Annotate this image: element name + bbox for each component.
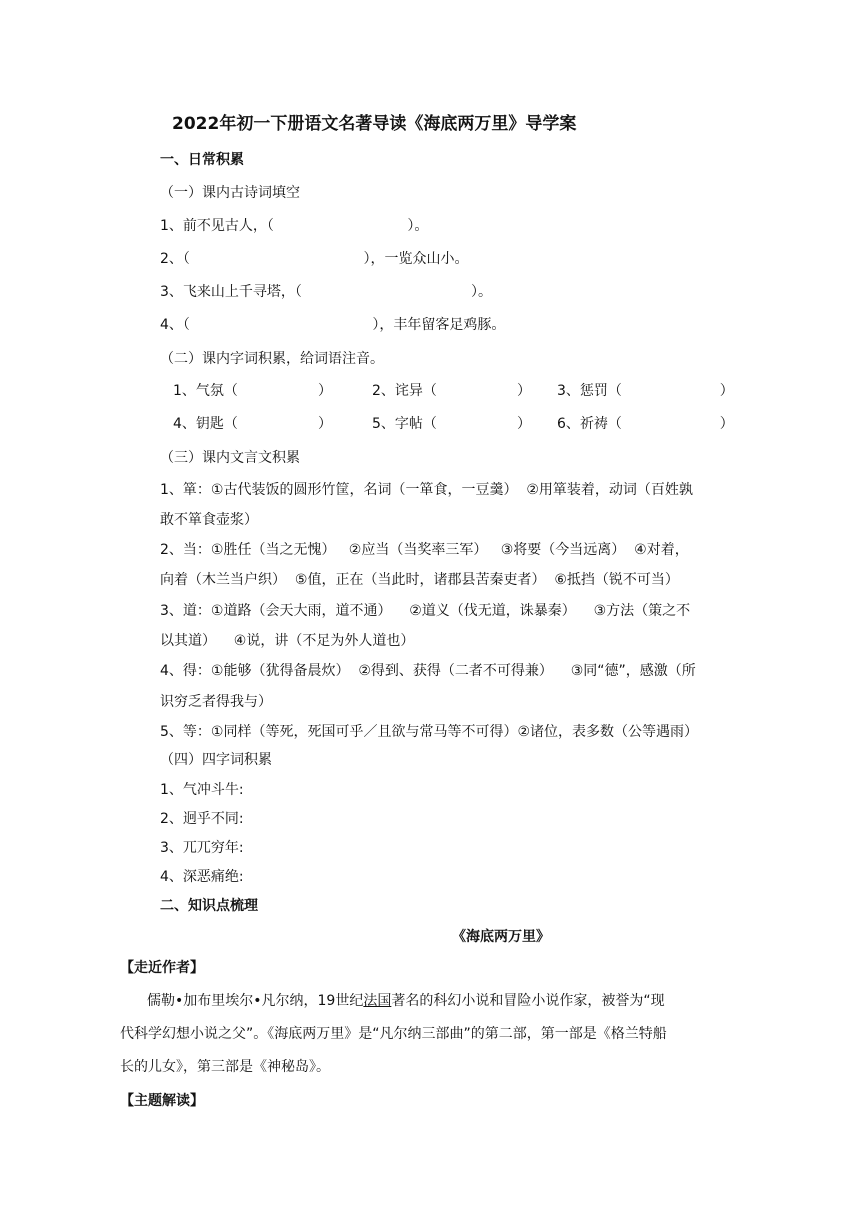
phonetic-item: 6、祈祷（ ） — [557, 416, 734, 432]
document-title: 2022年初一下册语文名著导读《海底两万里》导学案 — [172, 114, 577, 134]
book-title: 《海底两万里》 — [452, 929, 550, 945]
author-paragraph — [147, 991, 665, 1011]
classical-item: 2、当：①胜任（当之无愧） ②应当（当奖率三军） ③将要（今当远离） ④对着， — [160, 542, 689, 558]
classical-item: 识穷乏者得我与） — [160, 694, 272, 710]
phonetic-item: 4、钥匙（ ） — [173, 416, 333, 432]
phonetic-item: 1、气氛（ ） — [173, 383, 333, 399]
classical-item: 5、等：①同样（等死，死国可乎／且欲与常马等不可得）②诸位，表多数（公等遇雨） — [160, 724, 699, 740]
author-paragraph: 长的儿女》，第三部是《神秘岛》。 — [120, 1059, 330, 1075]
idiom-item: 4、深恶痛绝: — [160, 869, 244, 885]
idiom-item: 3、兀兀穷年: — [160, 840, 244, 856]
author-text: 著名的科幻小说和冒险小说作家，被誉为“现 — [391, 993, 665, 1009]
classical-item: 以其道） ④说，讲（不足为外人道也） — [160, 633, 415, 649]
fill-question: 4、（ ），丰年留客足鸡豚。 — [160, 317, 506, 333]
classical-item: 3、道：①道路（会天大雨，道不通） ②道义（伐无道，诛暴秦） ③方法（策之不 — [160, 603, 691, 619]
author-text: 儒勒•加布里埃尔•凡尔纳，19世纪 — [147, 993, 364, 1009]
classical-item: 向着（木兰当户织） ⑤值，正在（当此时，诸郡县苦秦吏者） ⑥抵挡（锐不可当） — [160, 572, 679, 588]
subsection-heading: （一）课内古诗词填空 — [160, 185, 300, 201]
author-paragraph: 代科学幻想小说之父”。《海底两万里》是“凡尔纳三部曲”的第二部，第一部是《格兰特船 — [120, 1026, 667, 1042]
section-heading: 二、知识点梳理 — [160, 898, 258, 914]
subsection-heading: （三）课内文言文积累 — [160, 450, 300, 466]
phonetic-item: 5、字帖（ ） — [372, 416, 532, 432]
phonetic-item: 3、惩罚（ ） — [557, 383, 734, 399]
section-heading: 一、日常积累 — [160, 152, 244, 168]
country-link[interactable]: 法国 — [363, 993, 392, 1009]
subsection-heading: （四）四字词积累 — [160, 752, 272, 768]
classical-item: 敢不箪食壶浆） — [160, 512, 258, 528]
idiom-item: 1、气冲斗牛: — [160, 782, 244, 798]
fill-question: 1、前不见古人，（ ）。 — [160, 218, 429, 234]
theme-heading: 【主题解读】 — [120, 1093, 204, 1109]
subsection-heading: （二）课内字词积累，给词语注音。 — [160, 351, 384, 367]
classical-item: 1、箪：①古代装饭的圆形竹筐，名词（一箪食，一豆羹） ②用箪装着，动词（百姓孰 — [160, 482, 693, 498]
classical-item: 4、得：①能够（犹得备晨炊） ②得到、获得（二者不可得兼） ③同“德”，感激（所 — [160, 663, 696, 679]
author-heading: 【走近作者】 — [120, 960, 204, 976]
fill-question: 2、（ ），一览众山小。 — [160, 251, 469, 267]
phonetic-item: 2、诧异（ ） — [372, 383, 532, 399]
idiom-item: 2、迥乎不同: — [160, 811, 244, 827]
fill-question: 3、飞来山上千寻塔，（ ）。 — [160, 284, 493, 300]
